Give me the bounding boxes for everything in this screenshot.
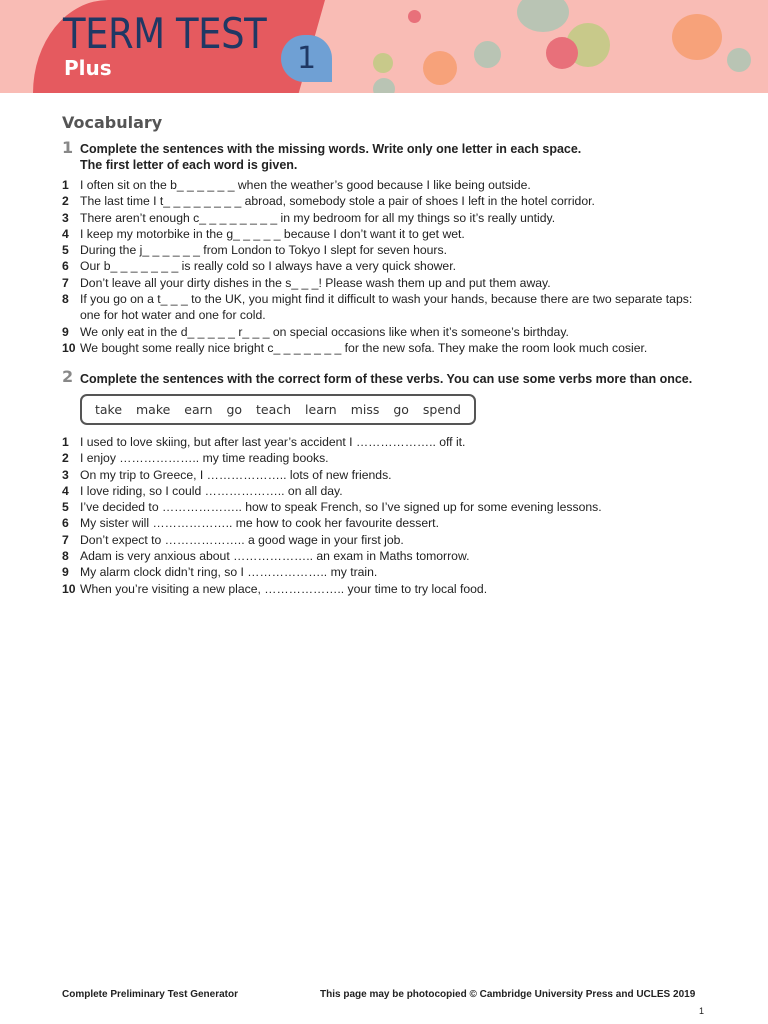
list-item <box>62 258 712 274</box>
item-text: I love riding, so I could ……………….. on all day. <box>80 483 343 498</box>
list-item <box>62 548 712 564</box>
item-number: 10 <box>62 581 76 596</box>
decorative-dot <box>373 78 395 93</box>
decorative-dot <box>373 53 393 73</box>
item-text: My alarm clock didn’t ring, so I ……………….. my train. <box>80 565 378 580</box>
exercise1-instruction-line1: Complete the sentences with the missing words. Write only one letter in each space. <box>80 142 582 156</box>
item-number: 1 <box>62 178 69 192</box>
item-text: During the j_ _ _ _ _ _ from London to Tokyo I slept for seven hours. <box>80 243 447 258</box>
item-number: 8 <box>62 549 69 564</box>
footer-copyright: This page may be photocopied © Cambridge University Press and UCLES 2019 <box>320 989 696 1000</box>
item-text: The last time I t_ _ _ _ _ _ _ _ abroad, somebody stole a pair of shoes I left in the hotel corridor. <box>80 194 595 209</box>
list-item <box>62 499 712 515</box>
item-number: 9 <box>62 324 69 339</box>
word-box-word: earn <box>184 402 213 417</box>
decorative-dot <box>423 51 457 85</box>
exercise1-instruction <box>80 141 581 173</box>
decorative-dot <box>727 48 751 72</box>
exercise1-list <box>62 177 712 356</box>
item-text: I’ve decided to ……………….. how to speak French, so I’ve signed up for some evening lessons. <box>80 500 602 515</box>
page-title: TERM TEST <box>63 9 267 58</box>
page-subtitle: Plus <box>64 56 112 80</box>
decorative-dot <box>408 10 421 23</box>
list-item <box>62 210 712 226</box>
list-item <box>62 483 712 499</box>
list-item <box>62 434 712 450</box>
list-item <box>62 177 712 193</box>
word-box-word: teach <box>256 402 292 417</box>
list-item <box>62 532 712 548</box>
item-text: We only eat in the d_ _ _ _ _ r_ _ _ on special occasions like when it’s someone’s birthday. <box>80 324 569 339</box>
item-text: On my trip to Greece, I ……………….. lots of new friends. <box>80 467 392 482</box>
exercise2-number: 2 <box>62 367 74 386</box>
exercise2-instruction: Complete the sentences with the correct form of these verbs. You can use some verbs more than once. <box>80 372 693 386</box>
list-item <box>62 275 712 291</box>
exercise1-instruction-line2: The first letter of each word is given. <box>80 158 298 172</box>
word-box-word: go <box>226 402 243 417</box>
test-number-badge: 1 <box>281 35 332 82</box>
item-text: I enjoy ……………….. my time reading books. <box>80 451 329 466</box>
word-box-word: learn <box>305 402 337 417</box>
item-text: My sister will ……………….. me how to cook her favourite dessert. <box>80 516 439 531</box>
item-number: 5 <box>62 243 69 258</box>
item-text: Adam is very anxious about ……………….. an exam in Maths tomorrow. <box>80 549 470 564</box>
list-item <box>62 467 712 483</box>
decorative-dot <box>672 14 722 60</box>
word-box-word: miss <box>350 402 380 417</box>
item-text: We bought some really nice bright c_ _ _ _ _ _ _ for the new sofa. They make the room look much cosier. <box>80 340 648 355</box>
item-number: 7 <box>62 532 69 547</box>
item-text: I often sit on the b_ _ _ _ _ _ when the weather’s good because I like being outside. <box>80 178 531 192</box>
decorative-dot <box>546 37 578 69</box>
item-text: Don’t expect to ……………….. a good wage in your first job. <box>80 532 404 547</box>
item-number: 2 <box>62 451 69 466</box>
exercise2-list <box>62 434 712 597</box>
item-number: 4 <box>62 226 69 241</box>
footer-left: Complete Preliminary Test Generator <box>62 989 238 1000</box>
item-text: There aren’t enough c_ _ _ _ _ _ _ _ in my bedroom for all my things so it’s really untidy. <box>80 210 556 225</box>
list-item <box>62 340 712 356</box>
item-number: 5 <box>62 500 69 515</box>
item-text: I keep my motorbike in the g_ _ _ _ _ because I don’t want it to get wet. <box>80 226 465 241</box>
list-item <box>62 564 712 580</box>
section-title: Vocabulary <box>62 113 163 132</box>
page-number: 1 <box>699 1006 705 1016</box>
item-text: Don’t leave all your dirty dishes in the s_ _ _! Please wash them up and put them away. <box>80 275 551 290</box>
item-number: 6 <box>62 516 69 531</box>
decorative-dot <box>517 0 569 32</box>
header-banner <box>0 0 768 93</box>
list-item <box>62 242 712 258</box>
item-number: 9 <box>62 565 69 580</box>
list-item <box>62 581 712 597</box>
list-item <box>62 324 712 340</box>
item-text: Our b_ _ _ _ _ _ _ is really cold so I always have a very quick shower. <box>80 259 456 274</box>
exercise1-number: 1 <box>62 138 74 157</box>
list-item <box>62 515 712 531</box>
item-number: 8 <box>62 292 69 307</box>
item-number: 2 <box>62 194 69 209</box>
list-item <box>62 193 712 209</box>
word-box-word: make <box>136 402 171 417</box>
word-box-word: take <box>94 402 123 417</box>
decorative-dot <box>474 41 501 68</box>
list-item <box>62 450 712 466</box>
item-number: 7 <box>62 275 69 290</box>
list-item <box>62 226 712 242</box>
item-text: When you’re visiting a new place, ……………….. your time to try local food. <box>80 581 488 596</box>
word-box-word: go <box>393 402 409 417</box>
item-text: If you go on a t_ _ _ to the UK, you might find it difficult to wash your hands, because there are two separate taps: one for hot water and one for cold. <box>80 292 693 323</box>
word-box-word: spend <box>422 402 461 417</box>
item-number: 4 <box>62 483 69 498</box>
list-item <box>62 291 712 324</box>
item-number: 3 <box>62 210 69 225</box>
item-number: 10 <box>62 340 76 355</box>
word-box <box>80 394 476 425</box>
item-number: 1 <box>62 435 69 449</box>
item-number: 3 <box>62 467 69 482</box>
item-number: 6 <box>62 259 69 274</box>
item-text: I used to love skiing, but after last year’s accident I ……………….. off it. <box>80 435 466 449</box>
